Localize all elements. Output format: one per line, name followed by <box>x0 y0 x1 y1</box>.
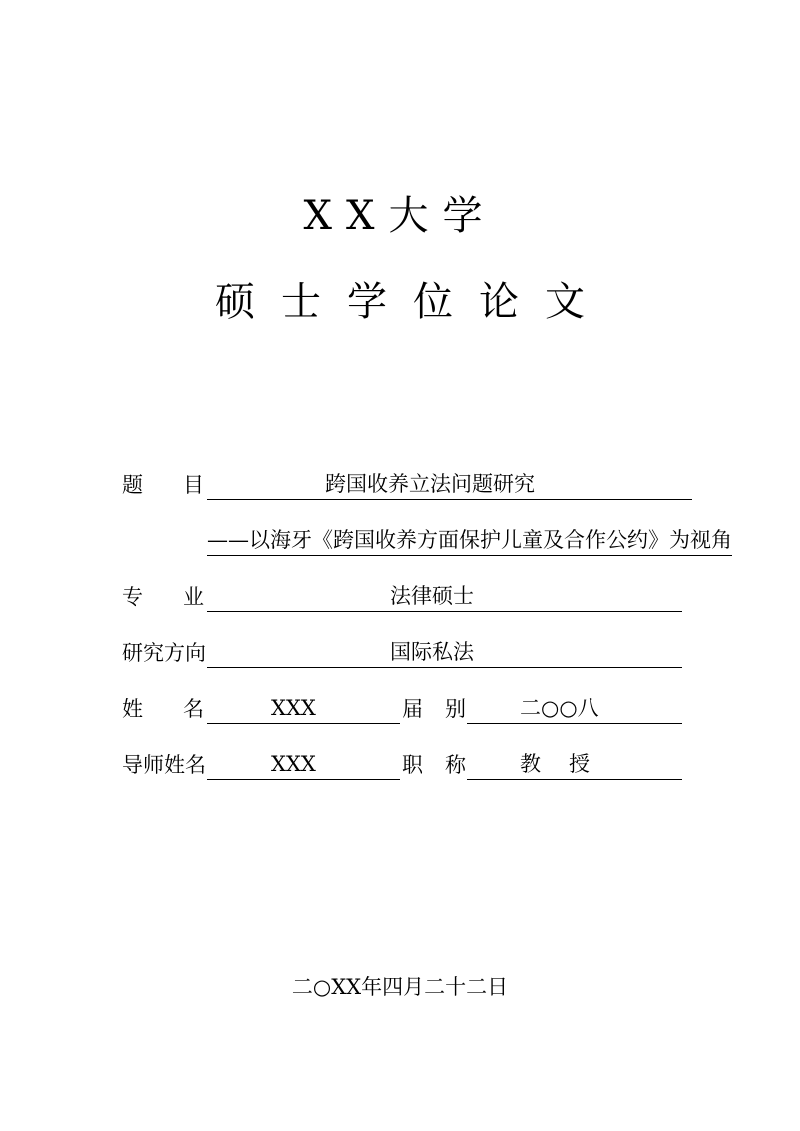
major-field <box>207 582 682 612</box>
cohort-label: 届别 <box>402 697 488 721</box>
cohort-value: 二○○八 <box>520 696 599 720</box>
cohort-field <box>467 694 682 724</box>
name-field <box>207 694 400 724</box>
title-label: 题目 <box>122 473 244 497</box>
major-label: 专业 <box>122 585 244 609</box>
direction-value: 国际私法 <box>390 640 474 664</box>
rank-value: 教授 <box>520 752 618 776</box>
rank-field <box>467 750 682 780</box>
title-field <box>207 470 692 500</box>
rank-label: 职称 <box>402 753 488 777</box>
direction-label: 研究方向 <box>122 641 206 665</box>
advisor-field <box>207 750 400 780</box>
degree-title: 硕士学位论文 <box>215 279 611 325</box>
name-label: 姓名 <box>122 697 244 721</box>
thesis-subtitle: ——以海牙《跨国收养方面保护儿童及合作公约》为视角 <box>207 526 732 556</box>
major-value: 法律硕士 <box>390 584 474 608</box>
title-value: 跨国收养立法问题研究 <box>325 472 535 496</box>
submission-date: 二○XX年四月二十二日 <box>291 975 509 999</box>
university-name: XX大学 <box>303 193 497 239</box>
advisor-value: XXX <box>271 752 316 776</box>
name-value: XXX <box>271 696 316 720</box>
direction-field <box>207 638 682 668</box>
advisor-label: 导师姓名 <box>122 753 206 777</box>
